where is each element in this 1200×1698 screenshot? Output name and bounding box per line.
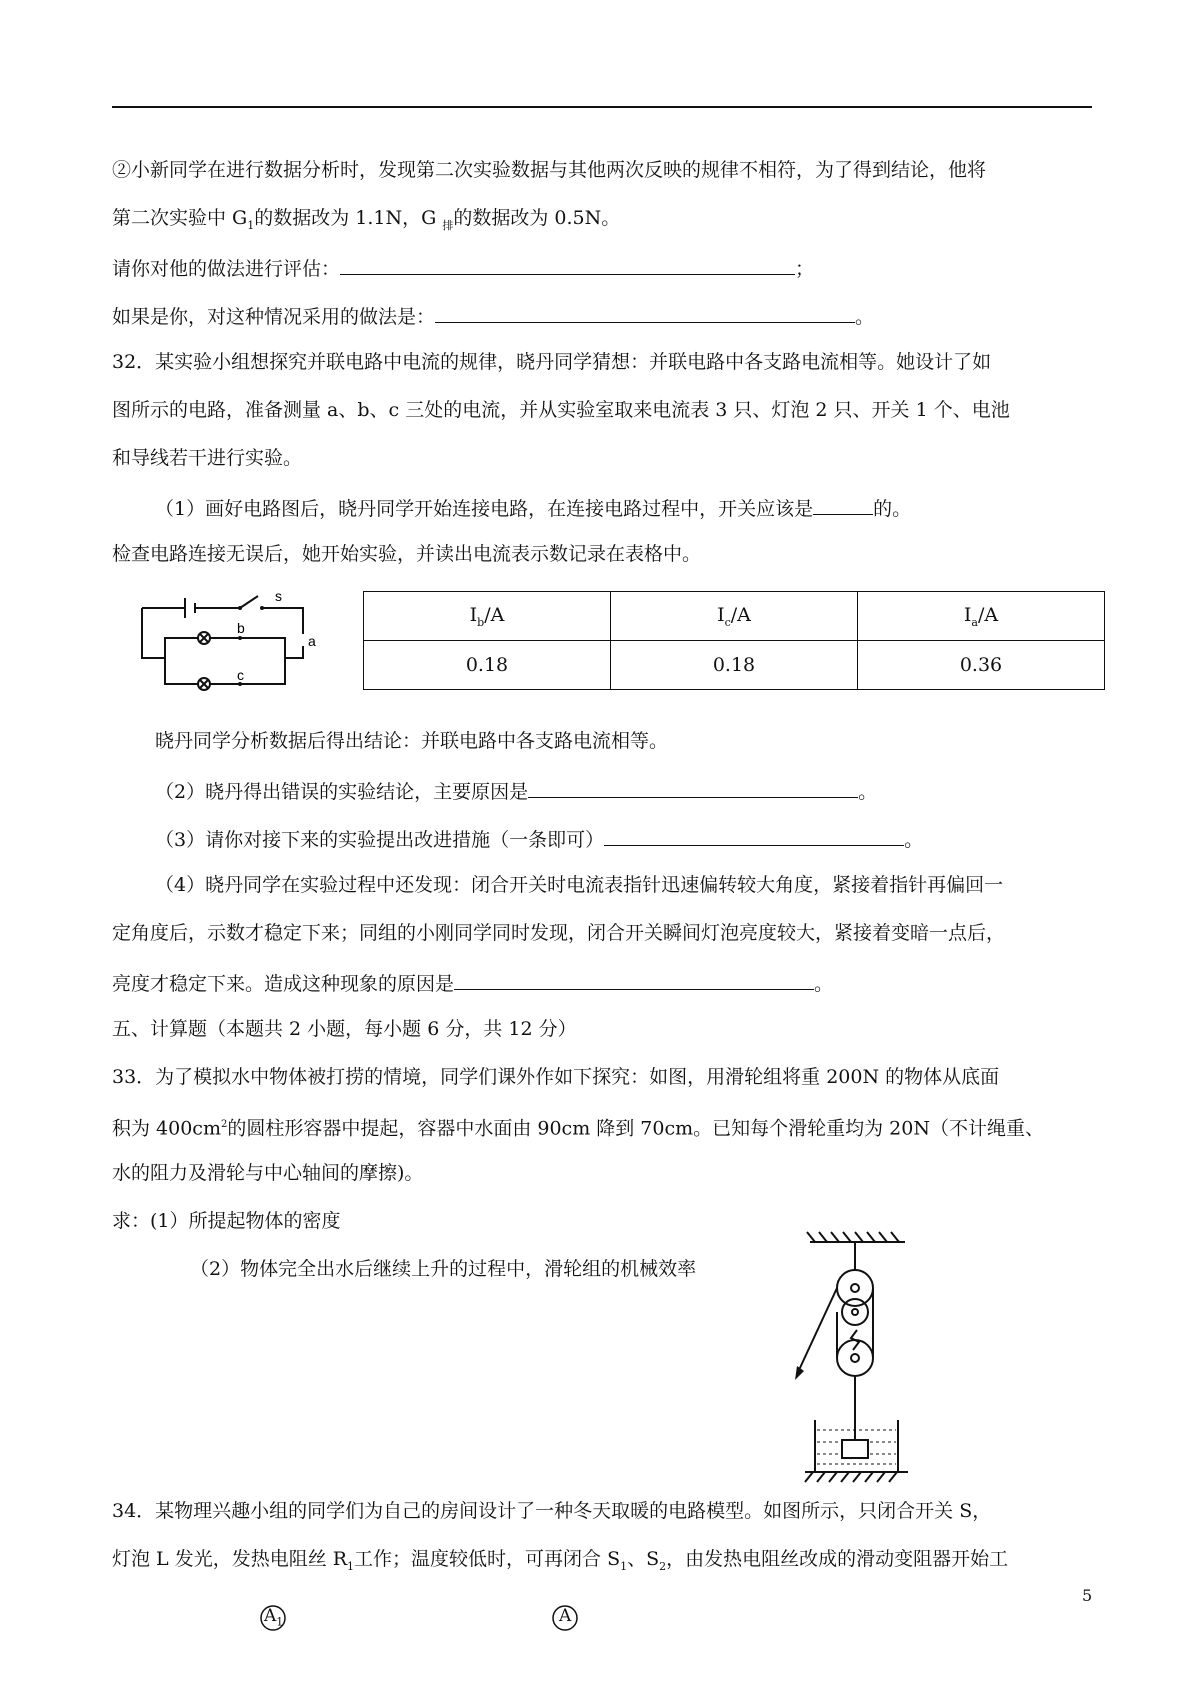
header-rule xyxy=(112,106,1092,108)
answer-blank[interactable] xyxy=(604,825,904,846)
q33-line1: 33．为了模拟水中物体被打捞的情境，同学们课外作如下探究：如图，用滑轮组将重 200N 的物体从底面 xyxy=(112,1066,1000,1088)
pulley-system-diagram xyxy=(795,1230,920,1490)
table-header: $I_a/A$ xyxy=(858,592,1105,641)
q32-part3: （3）请你对接下来的实验提出改进措施（一条即可） 。 xyxy=(155,825,923,852)
answer-blank[interactable] xyxy=(340,254,795,275)
q33-line2: 积为 $400cm^2$的圆柱形容器中提起，容器中水面由 90cm 降到 70cm。已知每个滑轮重均为 20N（不计绳重、 xyxy=(112,1117,1044,1140)
current-data-table xyxy=(363,591,1105,690)
q34-line1: 34．某物理兴趣小组的同学们为自己的房间设计了一种冬天取暖的电路模型。如图所示，只闭合开关 S， xyxy=(112,1500,992,1522)
table-cell: 0.36 xyxy=(858,641,1105,690)
table-cell: 0.18 xyxy=(611,641,858,690)
q32-intro-line2: 图所示的电路，准备测量 a、b、c 三处的电流，并从实验室取来电流表 3 只、灯泡 2 只、开关 1 个、电池 xyxy=(112,399,1010,421)
q32-part2: （2）晓丹得出错误的实验结论，主要原因是 。 xyxy=(155,777,877,804)
q33-ask1: 求：(1）所提起物体的密度 xyxy=(112,1210,341,1232)
q31-line1: ②小新同学在进行数据分析时，发现第二次实验数据与其他两次反映的规律不相符，为了得到结论，他将 xyxy=(112,159,987,181)
answer-blank[interactable] xyxy=(454,969,814,990)
label-b: b xyxy=(237,620,245,636)
q33-line3: 水的阻力及滑轮与中心轴间的摩擦)。 xyxy=(112,1162,424,1184)
q32-part1: （1）画好电路图后，晓丹同学开始连接电路，在连接电路过程中，开关应该是 的。 xyxy=(155,494,911,521)
table-row xyxy=(364,641,1105,690)
ammeter-a-label: A xyxy=(559,1606,572,1626)
q32-part4-line2: 定角度后，示数才稳定下来；同组的小刚同学同时发现，闭合开关瞬间灯泡亮度较大，紧接着变暗一点后， xyxy=(112,922,1006,944)
q32-part4-line1: （4）晓丹同学在实验过程中还发现：闭合开关时电流表指针迅速偏转较大角度，紧接着指针再偏回一 xyxy=(155,874,1004,896)
q32-intro-line3: 和导线若干进行实验。 xyxy=(112,447,303,469)
q33-ask2: （2）物体完全出水后继续上升的过程中，滑轮组的机械效率 xyxy=(190,1258,697,1280)
table-header: $I_b/A$ xyxy=(364,592,611,641)
q32-intro-line1: 32．某实验小组想探究并联电路中电流的规律，晓丹同学猜想：并联电路中各支路电流相等。她设计了如 xyxy=(112,351,992,373)
page-number: 5 xyxy=(1082,1586,1093,1605)
q31-method: 如果是你，对这种情况采用的做法是： 。 xyxy=(112,302,874,329)
label-c: c xyxy=(237,667,244,683)
label-a: a xyxy=(308,633,316,649)
parallel-circuit-diagram xyxy=(140,588,320,696)
q32-conclusion: 晓丹同学分析数据后得出结论：并联电路中各支路电流相等。 xyxy=(155,730,669,752)
answer-blank[interactable] xyxy=(528,777,858,798)
q32-part4-line3: 亮度才稳定下来。造成这种现象的原因是 。 xyxy=(112,969,833,996)
q31-eval: 请你对他的做法进行评估： ； xyxy=(112,254,814,281)
q32-check: 检查电路连接无误后，她开始实验，并读出电流表示数记录在表格中。 xyxy=(112,543,702,565)
q34-line2: 灯泡 L 发光，发热电阻丝 $R_1$工作；温度较低时，可再闭合 $S_1$、$S_2$，由发热电阻丝改成的滑动变阻器开始工 xyxy=(112,1548,1009,1573)
section-heading: 五、计算题（本题共 2 小题，每小题 6 分，共 12 分） xyxy=(112,1018,577,1040)
answer-blank[interactable] xyxy=(813,494,873,515)
answer-blank[interactable] xyxy=(435,302,855,323)
table-header: $I_c/A$ xyxy=(611,592,858,641)
table-cell: 0.18 xyxy=(364,641,611,690)
table-header-row xyxy=(364,592,1105,641)
q31-line2: 第二次实验中 $G_1$的数据改为 1.1N，G $_排$的数据改为 0.5N。 xyxy=(112,207,621,232)
label-s: s xyxy=(275,588,282,604)
ammeter-a1-label: $A_1$ xyxy=(264,1606,284,1629)
